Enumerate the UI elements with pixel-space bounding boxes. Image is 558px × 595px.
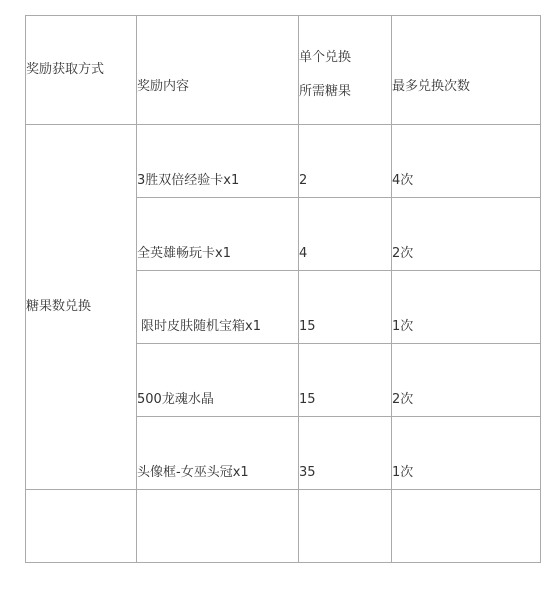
max-cell — [392, 125, 541, 198]
header-max-cell — [392, 16, 541, 125]
empty-cell — [299, 490, 392, 563]
reward-content: 3胜双倍经验卡x1 — [137, 173, 240, 188]
content-cell — [137, 417, 299, 490]
reward-cost: 2 — [299, 173, 308, 188]
header-method: 奖励获取方式 — [26, 62, 105, 77]
header-content-cell — [137, 16, 299, 125]
content-cell — [137, 344, 299, 417]
max-cell — [392, 198, 541, 271]
content-cell — [137, 198, 299, 271]
content-cell — [137, 125, 299, 198]
content-cell — [137, 271, 299, 344]
reward-max: 2次 — [392, 392, 414, 407]
max-cell — [392, 344, 541, 417]
header-max: 最多兑换次数 — [392, 79, 471, 94]
empty-cell — [392, 490, 541, 563]
cost-cell — [299, 125, 392, 198]
reward-cost: 35 — [299, 465, 316, 480]
reward-max: 1次 — [392, 465, 414, 480]
max-cell — [392, 417, 541, 490]
method-cell — [26, 125, 137, 490]
reward-cost: 4 — [299, 246, 308, 261]
max-cell — [392, 271, 541, 344]
header-cost-cell — [299, 16, 392, 125]
reward-exchange-table — [25, 15, 541, 563]
reward-max: 1次 — [392, 319, 414, 334]
cost-cell — [299, 417, 392, 490]
header-method-cell — [26, 16, 137, 125]
reward-content: 全英雄畅玩卡x1 — [137, 246, 231, 261]
empty-table-row — [26, 490, 541, 563]
reward-cost: 15 — [299, 392, 316, 407]
header-cost-line2: 所需糖果 — [299, 84, 352, 99]
header-cost-line1: 单个兑换 — [299, 50, 352, 65]
cost-cell — [299, 198, 392, 271]
reward-content: 头像框-女巫头冠x1 — [137, 465, 249, 480]
reward-content: 限时皮肤随机宝箱x1 — [141, 319, 261, 334]
reward-max: 2次 — [392, 246, 414, 261]
table-row — [26, 125, 541, 198]
table-header-row — [26, 16, 541, 125]
empty-cell — [26, 490, 137, 563]
reward-cost: 15 — [299, 319, 316, 334]
reward-content: 500龙魂水晶 — [137, 392, 214, 407]
reward-max: 4次 — [392, 173, 414, 188]
empty-cell — [137, 490, 299, 563]
cost-cell — [299, 344, 392, 417]
header-content: 奖励内容 — [137, 79, 190, 94]
cost-cell — [299, 271, 392, 344]
method-value: 糖果数兑换 — [26, 299, 92, 314]
